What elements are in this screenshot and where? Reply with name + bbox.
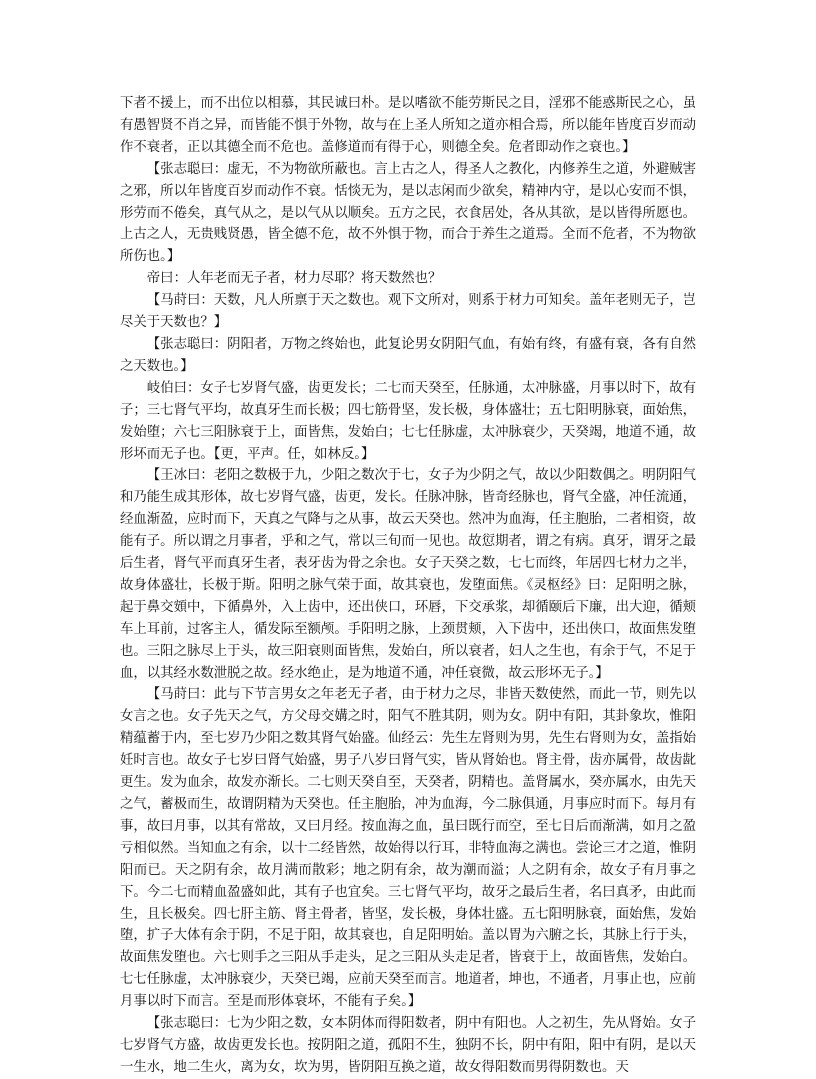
paragraph: 【马莳曰：天数，凡人所禀于天之数也。观下文所对，则系于材力可知矣。盖年老则无子，岂尽关于天数也？】 — [120, 293, 696, 331]
document-page — [120, 93, 696, 1079]
paragraph: 【王冰曰：老阳之数极于九，少阳之数次于七，女子为少阴之气，故以少阳数偶之。明阴阳气和乃能生成其形体，故七岁肾气盛，齿更，发长。任脉冲脉，皆奇经脉也，肾气全盛，冲任流通，经血渐盈，应时而下，天真之气降与之从事，故云天癸也。然冲为血海，任主胞胎，二者相资，故能有子。所以谓之月事者，乎和之气，常以三旬而一见也。故愆期者，谓之有病。真牙，谓牙之最后生者，肾气平而真牙生者，表牙齿为骨之余也。女子天癸之数，七七而终，年居四七材力之半，故身体盛壮，长极于斯。阳明之脉气荣于面，故其衰也，发堕面焦。《灵枢经》曰：足阳明之脉，起于鼻交頞中，下循鼻外，入上齿中，还出侠口，环唇，下交承浆，却循颐后下廉，出大迎，循颊车上耳前，过客主人，循发际至额颅。手阳明之脉，上颈贯颊，入下齿中，还出侠口，故面焦发堕也。三阳之脉尽上于头，故三阳衰则面皆焦，发始白，所以衰者，妇人之生也，有余于气，不足于血，以其经水数泄脱之故。经水绝止，是为地道不通，冲任衰微，故云形坏无子。】 — [120, 468, 696, 681]
paragraph: 【马莳曰：此与下节言男女之年老无子者，由于材力之尽，非皆天数使然，而此一节，则先以女言之也。女子先天之气，方父母交媾之时，阳气不胜其阴，则为女。阴中有阳，其卦象坎，惟阳精蕴蓄于内，至七岁乃少阳之数其肾气始盛。仙经云：先生左肾则为男，先生右肾则为女，盖指始妊时言也。故女子七岁曰肾气始盛，男子八岁曰肾气实，皆从肾始也。肾主骨，齿亦属骨，故齿龀更生。发为血余，故发亦渐长。二七则天癸自至，天癸者，阴精也。盖肾属水，癸亦属水，由先天之气，蓄极而生，故谓阴精为天癸也。任主胞胎，冲为血海，今二脉俱通，月事应时而下。每月有事，故曰月事，以其有常故，又曰月经。按血海之血，虽曰既行而空，至七日后而渐满，如月之盈亏相似然。当知血之有余，以十二经皆然，故始得以行耳，非特血海之满也。尝论三才之道，惟阴阳而已。天之阴有余，故月满而散彩；地之阴有余，故为潮而溢；人之阴有余，故女子有月事之下。今二七而精血盈盛如此，其有子也宜矣。三七肾气平均，故牙之最后生者，名曰真矛，由此而生，且长极矣。四七肝主筋、肾主骨者，皆坚，发长极，身体壮盛。五七阳明脉衰，面始焦，发始堕，扩子大体有余于阴，不足于阳，故其衰也，自足阳明始。盖以胃为六腑之长，其脉上行于头，故面焦发堕也。六七则手之三阳从手走头，足之三阳从头走足者，皆衰于上，故面皆焦，发始白。七七任脉虚，太冲脉衰少，天癸已竭，应前天癸至而言。地道者，坤也，不通者，月事止也，应前月事以时下而言。至是而形体衰坏，不能有子矣。】 — [120, 687, 696, 1010]
paragraph: 岐伯曰：女子七岁肾气盛，齿更发长；二七而天癸至，任脉通，太冲脉盛，月事以时下，故有子；三七肾气平均，故真牙生而长极；四七筋骨坚，发长极，身体盛壮；五七阳明脉衰，面始焦，发始堕；六七三阳脉衰于上，面皆焦，发始白；七七任脉虚，太冲脉衰少，天癸竭，地道不通，故形坏而无子也。【更，平声。任，如林反。】 — [120, 380, 696, 462]
paragraph: 【张志聪曰：阴阳者，万物之终始也，此复论男女阴阳气血，有始有终，有盛有衰，各有自然之天数也。】 — [120, 336, 696, 374]
paragraph: 帝曰：人年老而无子者，材力尽耶？将天数然也？ — [146, 271, 442, 287]
paragraph: 下者不援上，而不出位以相慕，其民诚曰朴。是以嗜欲不能劳斯民之目，淫邪不能惑斯民之心，虽有愚智贤不肖之异，而皆能不惧于外物，故与在上圣人所知之道亦相合焉，所以能年皆度百岁而动作不衰者，正以其德全而不危也。盖修道而有得于心，则德全矣。危者即动作之衰也。】 — [120, 96, 696, 155]
paragraph: 【张志聪曰：七为少阳之数，女本阴体而得阳数者，阴中有阳也。人之初生，先从肾始。女子七岁肾气方盛，故齿更发长也。按阴阳之道，孤阳不生，独阴不长，阴中有阳，阳中有阴，是以天一生水，地二生火，离为女，坎为男，皆阴阳互换之道，故女得阳数而男得阴数也。天 — [120, 1016, 696, 1075]
paragraph: 【张志聪曰：虚无，不为物欲所蔽也。言上古之人，得圣人之教化，内修养生之道，外避贼害之邪，所以年皆度百岁而动作不衰。恬惔无为，是以志闲而少欲矣，精神内守，是以心安而不惧，形劳而不倦矣，真气从之，是以气从以顺矣。五方之民，衣食居处，各从其欲，是以皆得所愿也。上古之人，无贵贱贤愚，皆全德不危，故不外惧于物，而合于养生之道焉。全而不危者，不为物欲所伤也。】 — [120, 161, 696, 265]
